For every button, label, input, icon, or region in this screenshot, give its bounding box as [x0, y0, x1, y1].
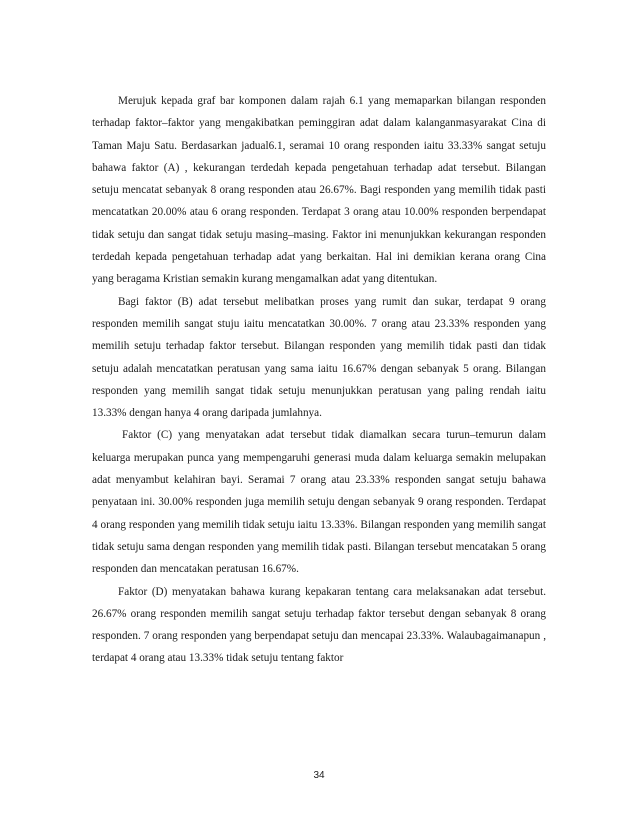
paragraph-factor-c: Faktor (C) yang menyatakan adat tersebut tidak diamalkan secara turun–temurun dalam keluarga merupakan punca yang mempengaruhi generasi muda dalam keluarga semakin melupakan adat menyambut kelahiran bayi. Seramai 7 orang atau 23.33% responden sangat setuju bahawa penyataan ini. 30.00% responden juga memilih setuju dengan sebanyak 9 orang responden. Terdapat 4 orang responden yang memilih tidak setuju iaitu 13.33%. Bilangan responden yang memilih sangat tidak setuju sama dengan responden yang memilih tidak pasti. Bilangan tersebut mencatakan 5 orang responden dan mencatakan peratusan 16.67%. — [92, 429, 546, 576]
page-number: 34 — [313, 770, 325, 781]
body-text — [92, 90, 546, 670]
paragraph-factor-b: Bagi faktor (B) adat tersebut melibatkan proses yang rumit dan sukar, terdapat 9 orang responden memilih sangat stuju iaitu mencatatkan 30.00%. 7 orang atau 23.33% responden yang memilih setuju terhadap faktor tersebut. Bilangan responden yang memilih tidak pasti dan tidak setuju adalah mencatatkan peratusan yang sama iaitu 16.67% dengan sebanyak 5 orang. Bilangan responden yang memilih sangat tidak setuju menunjukkan peratusan yang paling rendah iaitu 13.33% dengan hanya 4 orang daripada jumlahnya. — [92, 295, 546, 420]
paragraph-factor-d: Faktor (D) menyatakan bahawa kurang kepakaran tentang cara melaksanakan adat tersebut. 26.67% orang responden memilih sangat setuju terhadap faktor tersebut dengan sebanyak 8 orang responden. 7 orang responden yang berpendapat setuju dan mencapai 23.33%. Walaubagaimanapun , terdapat 4 orang atau 13.33% tidak setuju tentang faktor — [92, 585, 546, 665]
paragraph-factor-a: Merujuk kepada graf bar komponen dalam rajah 6.1 yang memaparkan bilangan responden terhadap faktor–faktor yang mengakibatkan peminggiran adat dalam kalanganmasyarakat Cina di Taman Maju Satu. Berdasarkan jadual6.1, seramai 10 orang responden iaitu 33.33% sangat setuju bahawa faktor (A) , kekurangan terdedah kepada pengetahuan terhadap adat tersebut. Bilangan setuju mencatat sebanyak 8 orang responden atau 26.67%. Bagi responden yang memilih tidak pasti mencatatkan 20.00% atau 6 orang responden. Terdapat 3 orang atau 10.00% responden berpendapat tidak setuju dan sangat tidak setuju masing–masing. Faktor ini menunjukkan kekurangan responden terdedah kepada pengetahuan terhadap adat yang berkaitan. Hal ini demikian kerana orang Cina yang beragama Kristian semakin kurang mengamalkan adat yang ditentukan. — [92, 95, 546, 286]
